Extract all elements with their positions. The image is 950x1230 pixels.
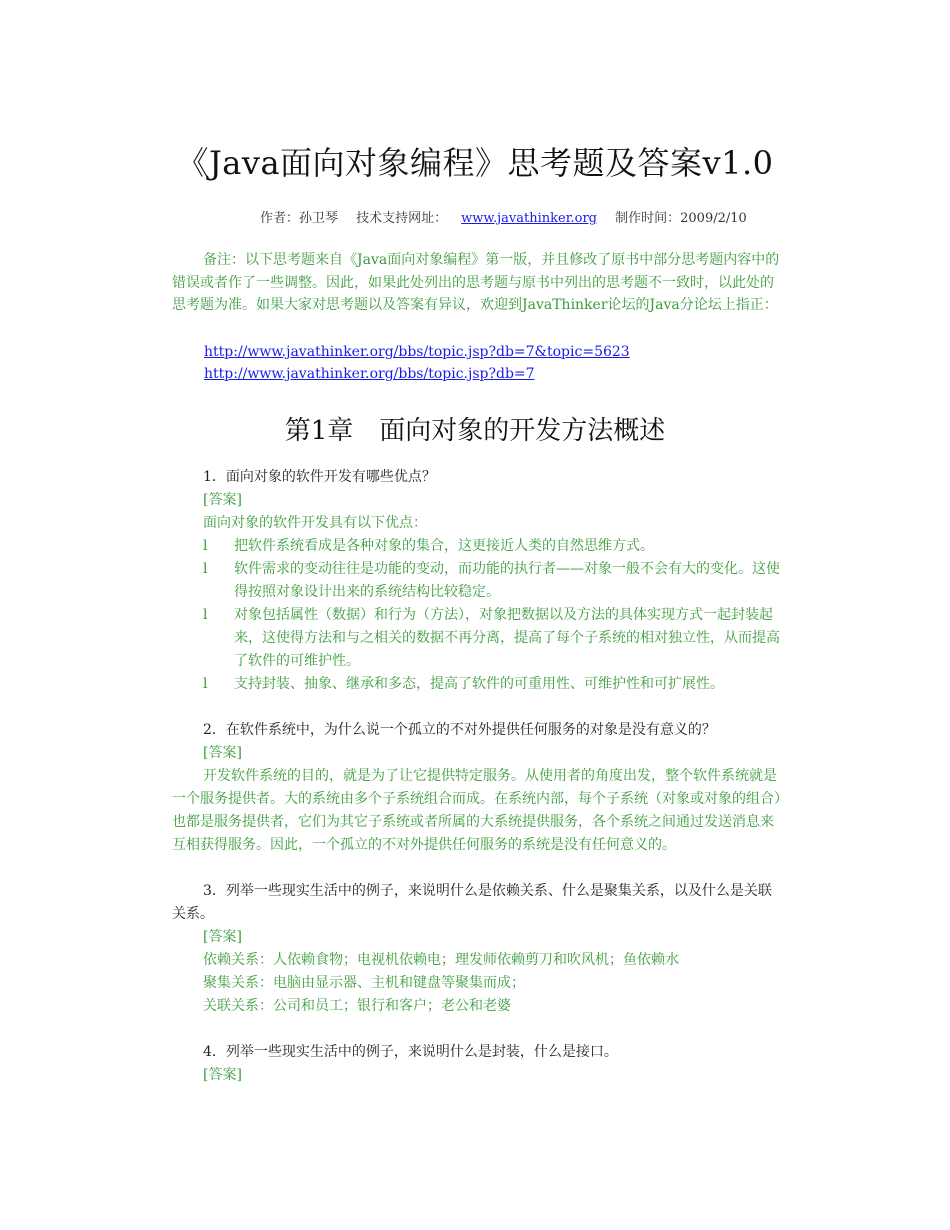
list-item — [203, 604, 784, 673]
forum-link-board[interactable]: http://www.javathinker.org/bbs/topic.jsp?db=7 — [204, 366, 535, 382]
spacer — [172, 857, 784, 880]
document-meta — [260, 207, 761, 226]
answer-label-1: [答案] — [203, 492, 242, 508]
bullet-marker: l — [203, 607, 208, 623]
date-text: 制作时间：2009/2/10 — [615, 211, 747, 226]
note-text: 备注：以下思考题来自《Java面向对象编程》第一版，并且修改了原书中部分思考题内容中的错误或者作了一些调整。因此，如果此处列出的思考题与原书中列出的思考题不一致时，以此处的思考题为准。如果大家对思考题以及答案有异议，欢迎到JavaThinker论坛的Java分论坛上指正： — [172, 252, 780, 313]
forum-link-topic[interactable]: http://www.javathinker.org/bbs/topic.jsp?db=7&topic=5623 — [204, 344, 630, 360]
answer-3-line-dependency: 依赖关系：人依赖食物；电视机依赖电；理发师依赖剪刀和吹风机；鱼依赖水 — [203, 952, 679, 968]
answer-label-4: [答案] — [203, 1067, 242, 1083]
spacer — [172, 1018, 784, 1041]
answer-1-list — [172, 535, 784, 696]
document-title: 《Java面向对象编程》思考题及答案v1.0 — [176, 144, 774, 182]
question-1: 1．面向对象的软件开发有哪些优点？ — [203, 469, 436, 485]
author-text: 作者：孙卫琴 — [260, 211, 339, 226]
answer-2-text: 开发软件系统的目的，就是为了让它提供特定服务。从使用者的角度出发，整个软件系统就是一个服务提供者。大的系统由多个子系统组合而成。在系统内部，每个子系统（对象或对象的组合）也都是服务提供者，它们为其它子系统或者所属的大系统提供服务，各个系统之间通过发送消息来互相获得服务。因此，一个孤立的不对外提供任何服务的系统是没有任何意义的。 — [172, 768, 781, 853]
list-item — [203, 558, 784, 604]
bullet-marker: l — [203, 676, 208, 692]
list-item-text: 软件需求的变动往往是功能的变动，而功能的执行者——对象一般不会有大的变化。这使得按照对象设计出来的系统结构比较稳定。 — [234, 561, 780, 600]
answer-label-2: [答案] — [203, 745, 242, 761]
list-item-text: 对象包括属性（数据）和行为（方法），对象把数据以及方法的具体实现方式一起封装起来，这使得方法和与之相关的数据不再分离，提高了每个子系统的相对独立性，从而提高了软件的可维护性。 — [234, 607, 780, 669]
list-item-text: 把软件系统看成是各种对象的集合，这更接近人类的自然思维方式。 — [234, 538, 654, 554]
questions-body — [172, 466, 784, 1087]
answer-3-line-aggregation: 聚集关系：电脑由显示器、主机和键盘等聚集而成； — [203, 975, 525, 991]
bullet-marker: l — [203, 561, 208, 577]
question-4: 4．列举一些现实生活中的例子，来说明什么是封装，什么是接口。 — [203, 1044, 618, 1060]
list-item — [203, 535, 784, 558]
list-item-text: 支持封装、抽象、继承和多态，提高了软件的可重用性、可维护性和可扩展性。 — [234, 676, 724, 692]
chapter-heading: 第1章 面向对象的开发方法概述 — [284, 416, 666, 446]
spacer — [172, 696, 784, 719]
support-link[interactable]: www.javathinker.org — [461, 211, 597, 226]
note-paragraph — [172, 249, 784, 317]
answer-label-3: [答案] — [203, 929, 242, 945]
question-3: 3．列举一些现实生活中的例子，来说明什么是依赖关系、什么是聚集关系，以及什么是关联关系。 — [172, 883, 772, 922]
list-item — [203, 673, 784, 696]
answer-3-line-association: 关联关系：公司和员工；银行和客户；老公和老婆 — [203, 998, 511, 1014]
question-2: 2．在软件系统中，为什么说一个孤立的不对外提供任何服务的对象是没有意义的？ — [203, 722, 716, 738]
forum-links — [204, 341, 630, 385]
support-label: 技术支持网址： — [356, 211, 448, 226]
bullet-marker: l — [203, 538, 208, 554]
answer-1-intro: 面向对象的软件开发具有以下优点： — [203, 515, 427, 531]
